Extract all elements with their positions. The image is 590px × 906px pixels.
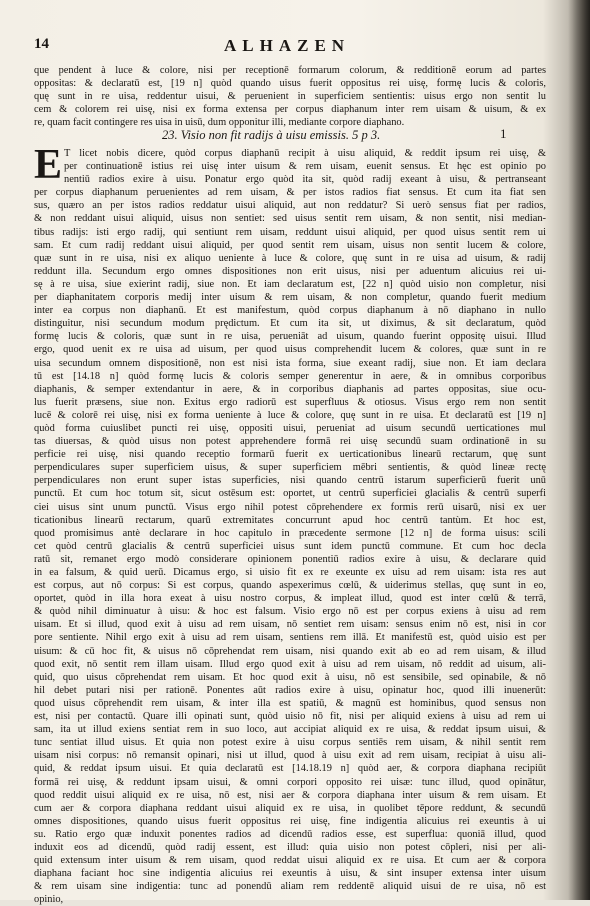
text-line: sę à re uisa, siue exierint radij, siue non. Et iam declaratum est, [22 n] quòd uisio non completur, nisi (34, 278, 546, 290)
text-line: quod promisimus antè declarare in hoc capitulo in præcedente sermone [12 n] de forma uisus: scili (34, 527, 546, 539)
text-line: per diaphanitatem corporis medij inter uisum & rem uisam, & non completur, quando fuerit medium (34, 292, 546, 304)
text-line: perpendiculares non erunt super istas superficies, nisi quando centrū istarum superficierū fuerit unū (34, 475, 546, 487)
text-line: uisa secundum omnem dispositionē, non est nisi ista forma, siue exeant radij, siue non. Et iam declara (34, 357, 546, 369)
text-line: quid, & reddat ipsum uisui. Et quia declaratū est [14.18.19 n] quòd aer, & corpora diaphana recipiūt (34, 763, 546, 775)
text-line: hil debet putari nisi per rationē. Ponentes aūt radios exire à uisu, opinatur hoc, quod illi inuenerūt: (34, 684, 546, 696)
text-line: oportet, quòd in illa hora exeat à uisu nostro corpus, & impleat illud, quod est inter cœlū & terrā, (34, 593, 546, 605)
text-line: ergo, quod uenit ex re uisa ad uisum, per quod uisus comprehendit lucem & colores, quæ sunt in re (34, 344, 546, 356)
margin-mark: 1 (500, 126, 507, 141)
page-number: 14 (34, 36, 49, 52)
text-line: quid, quo uisus cōprehendat rem uisam. Et hoc quod exit à uisu, nō est sensibile, sed opinabile, & nō (34, 671, 546, 683)
text-line: ticationibus linearū rectarum, quarū extremitates concurrunt apud hoc centrū tantùm. Et hoc est, (34, 514, 546, 526)
text-line: uisum: & cū hoc fit, & uisus nō cōprehendat rem uisam, nisi quando exit ab eo ad rem uisam, & illud (34, 645, 546, 657)
text-line: punctū. Et cum hoc totum sit, sicut ostēsum est: oportet, ut centrū superficiei glacialis & centrū superfi (34, 488, 546, 500)
text-line: quę sunt in re uisa, reddentur uisui, & peruenient in superficiem sentientis: uisus ergo non sentit lu (34, 91, 546, 103)
text-line: & rem uisam sine indigentia: tunc ad ponendū aliam rem reddentē aliquid uisui de re uisa, nō est (34, 881, 546, 893)
text-line: est, nisi per contactū. Quare illi opinati sunt, quòd uisio nō fit, nisi per aliquid exiens à uisu ad rem ui (34, 711, 546, 723)
drop-cap: E (34, 142, 63, 188)
text-line: diaphana faciant hoc sine indigentia alicuius rei exeuntis à uisu, & sint insuper extensa inter uisum (34, 868, 546, 880)
text-line: diaphanis, & semper extendantur in aere, & in corporibus diaphanis ad partes oppositas, siue ocu- (34, 383, 546, 395)
text-line: reddunt illa. Secundum ergo omnes dispositiones non erit uisus, nisi per aduentum alicuius rei ui- (34, 265, 546, 277)
binding-shadow (568, 0, 590, 900)
text-line: uisam nisi corpus: nō remansit opinari, nisi ut illud, quod à uisu exit ad rem uisam, recipiat à uisu ali- (34, 750, 546, 762)
text-line: ciei uisus sint unum punctū. Visus ergo nihil potest cōprehendere ex formis rerū uisarū, nisi ex uer (34, 501, 546, 513)
text-line: induxit eos ad dicendū, quòd radij essent, est illud: quia uisio non potest cōpleri, nisi per ali- (34, 841, 546, 853)
text-line: quòd forma cuiuslibet puncti rei uisę, oppositi uisui, perueniat ad uisum secundū uerticationes mul (34, 422, 546, 434)
text-line: opinio, (34, 894, 64, 906)
main-paragraph (34, 142, 546, 906)
text-line: que pendent à luce & colore, nisi per receptionē formarum colorum, & redditionē eorum ad partes (34, 65, 546, 76)
text-line: pore sentiente. Nihil ergo exit à uisu ad rem uisam, sentiens rem illā. Et manifestū est, quòd uisio est per (34, 632, 546, 644)
text-line: su. Ratio ergo quæ induxit ponentes radios ad dicendū radios esse, est superflua: quoniā illud, quod (34, 828, 546, 840)
text-line: in ea falsum, & quid uerū. Dicamus ergo, si uisio fit ex re exeunte ex uisu ad rem uisam: ista res aut (34, 567, 546, 578)
text-line: sam. Et cum radij reddant uisui aliquid, per quod sentit rem uisam, uisus non sentit lucem & colore, (34, 239, 546, 251)
text-line: cum aer & corpora diaphana reddant uisui aliquid ex re uisa, in quolibet tēpore reddunt, & secundū (34, 802, 546, 814)
page-header (34, 36, 534, 58)
text-line: tas diuersas, & quòd uisus non potest apprehendere formā rei uisę secundū suam ordinationē in su (34, 436, 546, 448)
text-line: per corpus diaphanum peruenientes ad rem uisam, & per istos radios fiat sensus. Et cum ita fiat sen (34, 187, 546, 199)
text-line: sam, ita ut illud exiens sentiat rem in suo loco, aut accipiat aliquid ex re uisa, & reddat ipsum uisui, & (34, 724, 546, 736)
text-line: nentiū radios exire à uisu. Ponatur ergo quòd ita sit, quòd radij exeant à uisu, & pertranseant (64, 174, 546, 186)
text-line: formā rei uisę, & reddunt ipsam uisui, & omni corpori opposito rei uisæ: tunc illud, quod opinātur, (34, 776, 546, 788)
text-line: omnes dispositiones, quando uisus fuerit oppositus rei uisę, fine indigentia alicuius rei exeuntis à ui (34, 815, 546, 827)
text-line: cem & colorem rei uisę, nisi ex forma extensa per corpus diaphanum inter rem uisam & uisum, & ex (34, 104, 546, 116)
text-line: tibus radijs: isti ergo radij, qui sentiunt rem uisam, reddunt uisui aliquid, per quod uisus sentit rem ui (34, 226, 546, 238)
text-line: lus fuerit præsens, siue non. Exitus ergo radiorū est superfluus & otiosus. Visus ergo rem non sentit (34, 396, 546, 408)
text-line: oppositas: & declaratū est, [19 n] quòd quando uisus fuerit oppositus rei uisę, formę lucis & coloris, (34, 78, 546, 90)
text-line: sus, quæro an per istos radios reddatur uisui aliquid, aut non reddatur? Si uerò sensus fiat per radios, (34, 200, 546, 212)
text-line: perficie rei uisę, nisi quando receptio formarū fuerit ex uerticationibus linearū rectarum, quę sunt (34, 449, 546, 461)
text-line: uisam. Et si illud, quod exit à uisu ad rem uisam, nō sentiet rem uisam: sensus enim nō est, nisi in cor (34, 619, 546, 631)
section-heading (34, 128, 546, 144)
text-line: distinguitur, nisi secundum modum prędictum. Et cum ita sit, ut diximus, & sit declaratum, quòd (34, 318, 546, 330)
text-line: quod reddit uisui aliquid ex re uisa, nō est, nisi aer & corpora diaphana inter uisum & rem uisam. Et (34, 789, 546, 801)
text-line: T licet nobis dicere, quòd corpus diaphanū recipit à uisu aliquid, & reddit ipsum rei uisę, & (64, 148, 546, 159)
text-line: tū est [14.18 n] quòd formę lucis & coloris semper generentur in aere, & in omnibus corporibus (34, 370, 546, 382)
text-line: & quòd nihil diminuatur à uisu: & hoc est falsum. Visio ergo nō est per corpus exiens à uisu ad rem (34, 606, 546, 618)
text-line: est corpus, aut nō corpus: Si est corpus, quando aspexerimus cœlū, & uiderimus stellas, quę sunt in eo, (34, 580, 546, 592)
text-line: per continuationē istius rei uisę inter uisum & rem uisam, euenit sensus. Et hęc est opinio po (64, 161, 546, 173)
text-line: perpendiculares super superficiem uisus, & super superficiem mēbri sentientis, & quòd lineæ rectę (34, 462, 546, 474)
text-line: ratū sit, remanet ergo modò considerare opinionem ponentiū radios exire à uisu, & declarare quid (34, 553, 546, 565)
text-line: re, quam facit contingere res uisa in uisū, dum opponitur illi, mediante corpore diaphano. (34, 117, 405, 129)
text-line: cet quòd centrū glacialis & centrū superficiei uisus sunt idem punctū commune. Et cum hoc decla (34, 540, 546, 552)
text-line: formę lucis & coloris, quæ sunt in re uisa, perueniāt ad uisum, quando fuerint oppositę uisui. Illud (34, 331, 546, 343)
previous-paragraph (34, 64, 546, 129)
text-line: quod exit, nō sentit rem illam uisam. Illud ergo quod exit à uisu ad rem uisam, nō reddit ad uisum, ali- (34, 658, 546, 670)
running-title: ALHAZEN (224, 36, 351, 55)
text-line: quod uisus cōprehendit rem uisam, & inter illa est spatiū, & magnū est hominibus, quod sensus non (34, 697, 546, 709)
text-line: lucē & colorē rei uisę, nisi ex forma ueniente à luce & colore, quę sunt in re uisa. Et declaratū est [19 n] (34, 409, 546, 421)
text-line: & non reddant uisui aliquid, uisus non sentiet: sed uisus sentit rem uisam, & non sentit, nisi median- (34, 213, 546, 225)
text-line: quæ sunt in re uisa, nisi ex aliquo ueniente à luce & colore, quę sunt in re uisa ad uisum, & radij (34, 252, 546, 264)
section-title: 23. Visio non fit radijs à uisu emissis. 5 p 3. (162, 128, 381, 142)
text-line: quid extensum inter uisum & rem uisam, quod reddat uisui aliquid ex re uisa. Et cum aer & corpora (34, 855, 546, 867)
text-line: tunc sentiat illud uisus. Et quia non potest exire à uisu corpus sentiēs rem uisam, & nihil sentit rem (34, 737, 546, 749)
text-line: inter ea corpus non diaphanū. Et est manifestum, quòd corpus diaphanum à nō diaphano in nullo (34, 305, 546, 317)
